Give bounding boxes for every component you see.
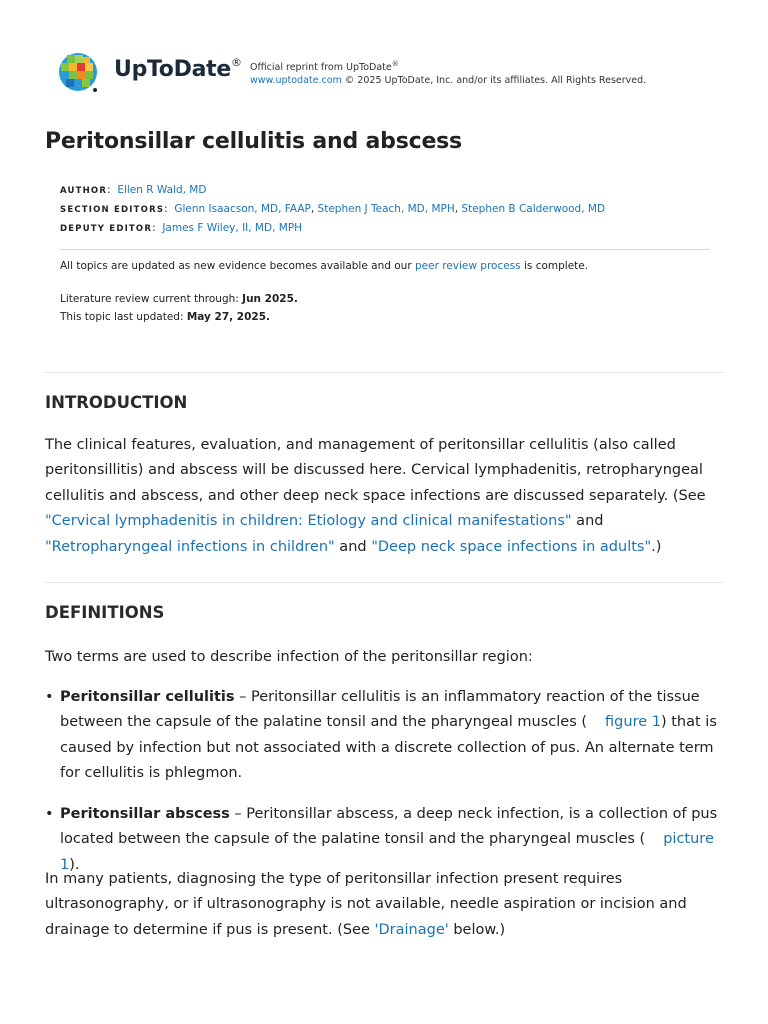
brand-name: UpToDate® [114,55,242,82]
peer-review-link[interactable]: peer review process [414,260,521,272]
uptodate-site-link[interactable]: www.uptodate.com [250,75,342,87]
deputy-editor-label: DEPUTY EDITOR [60,224,153,234]
definition-item-cellulitis: • Peritonsillar cellulitis – Peritonsillar cellulitis is an inflammatory reaction of the tissue between the capsule of the palatine tonsil and the pharyngeal muscles ( figure 1) that is caused by infection but not associated with a discrete collection of pus. An alternate term for cellulitis is phlegmon. [45,685,723,787]
section-editor-link[interactable]: Stephen J Teach, MD, MPH [317,203,455,215]
introduction-paragraph: The clinical features, evaluation, and management of peritonsillar cellulitis (also called peritonsillitis) and abscess will be discussed here. Cervical lymphadenitis, retropharyngeal cellulitis and abscess, and other deep neck space infections are discussed separately. (See "Cervical lymphadenitis in children: Etiology and clinical manifestations" and "Retropharyngeal infections in children" and "Deep neck space infections in adults".) [45,437,706,555]
uptodate-logo-icon [58,52,100,94]
section-divider [45,372,723,373]
section-editors-label: SECTION EDITORS [60,205,165,215]
review-notice: All topics are updated as new evidence becomes available and our peer review process is complete. [60,260,589,272]
reprint-notice: Official reprint from UpToDate® www.uptodate.com © 2025 UpToDate, Inc. and/or its affiliates. All Rights Reserved. [250,60,647,87]
term-label: Peritonsillar cellulitis [60,689,235,705]
bullet-icon: • [45,689,54,705]
section-editor-link[interactable]: Stephen B Calderwood, MD [461,203,606,215]
section-divider [45,582,723,583]
topic-link-deep-neck-infections[interactable]: "Deep neck space infections in adults" [371,538,652,555]
contributors-block [60,181,605,238]
literature-review-date: Literature review current through: Jun 2025. [60,293,298,305]
reprint-header [58,52,718,96]
picture-1-link[interactable]: picture 1 [60,831,714,873]
term-label: Peritonsillar abscess [60,806,230,822]
introduction-heading: INTRODUCTION [45,393,188,412]
divider [60,249,710,250]
topic-link-cervical-lymphadenitis[interactable]: "Cervical lymphadenitis in children: Etiology and clinical manifestations" [45,513,572,530]
deputy-editor-link[interactable]: James F Wiley, II, MD, MPH [162,222,303,234]
definitions-closing-paragraph: In many patients, diagnosing the type of peritonsillar infection present requires ultrasonography, or if ultrasonography is not available, needle aspiration or incision and drainage to determine if pus is present. (See 'Drainage' below.) [45,871,687,938]
definitions-intro: Two terms are used to describe infection of the peritonsillar region: [45,649,533,665]
author-link[interactable]: Ellen R Wald, MD [117,184,207,196]
last-updated-date: This topic last updated: May 27, 2025. [60,311,271,323]
review-dates [60,290,298,326]
section-editors-row: SECTION EDITORS: Glenn Isaacson, MD, FAAP, Stephen J Teach, MD, MPH, Stephen B Calderwood, MD [60,203,606,215]
bullet-icon: • [45,806,54,822]
section-editor-link[interactable]: Glenn Isaacson, MD, FAAP [174,203,311,215]
author-label: AUTHOR [60,186,108,196]
drainage-section-link[interactable]: 'Drainage' [374,921,449,938]
figure-1-link[interactable]: figure 1 [605,714,661,731]
definition-item-abscess: • Peritonsillar abscess – Peritonsillar abscess, a deep neck infection, is a collection of pus located between the capsule of the palatine tonsil and the pharyngeal muscles ( picture 1). [45,802,723,878]
author-row: AUTHOR: Ellen R Wald, MD [60,184,207,196]
deputy-editor-row: DEPUTY EDITOR: James F Wiley, II, MD, MPH [60,222,303,234]
definitions-heading: DEFINITIONS [45,603,165,622]
topic-link-retropharyngeal-infections[interactable]: "Retropharyngeal infections in children" [45,538,335,555]
page-title: Peritonsillar cellulitis and abscess [45,129,462,154]
